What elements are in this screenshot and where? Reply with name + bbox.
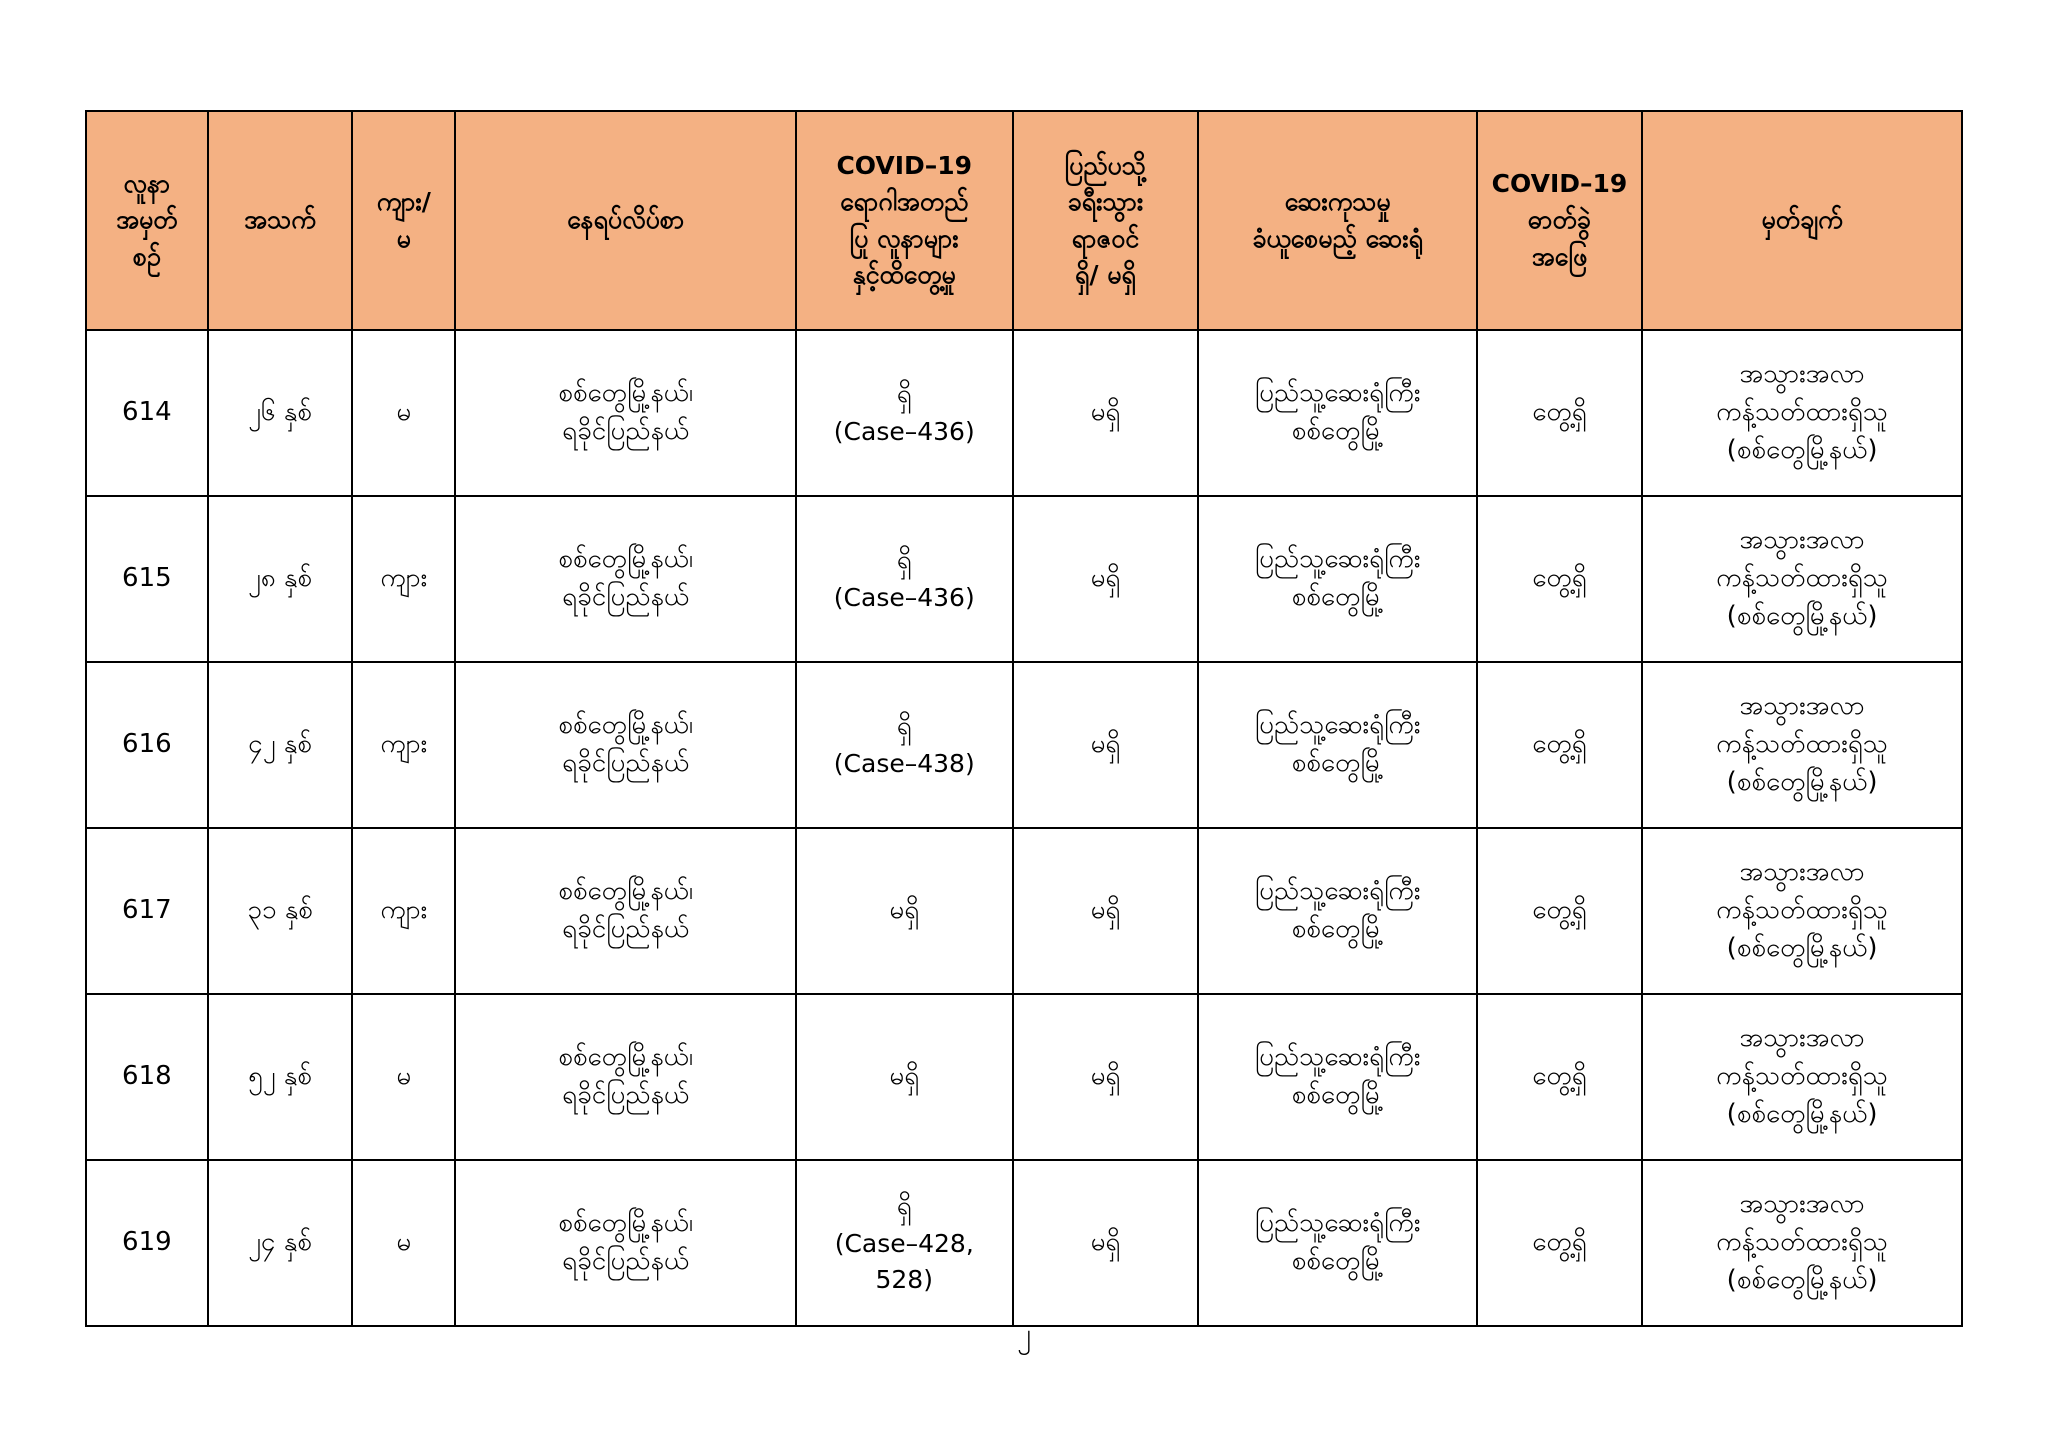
cell-hospital-lines [1205, 707, 1470, 782]
cell-travel-history-lines [1020, 394, 1192, 432]
cell-lab-result-lines [1484, 560, 1635, 598]
cell-address [455, 496, 796, 662]
cell-contact-lines [803, 542, 1006, 616]
cell-contact [796, 330, 1013, 496]
table-row [86, 994, 1962, 1160]
covid-patient-table [85, 110, 1963, 1327]
table-row [86, 662, 1962, 828]
column-header-lab-result [1477, 111, 1642, 330]
cell-lab-result-line: တွေ့ရှိ [1532, 895, 1587, 926]
cell-remark [1642, 330, 1962, 496]
table-row [86, 828, 1962, 994]
table-body [86, 330, 1962, 1326]
cell-remark-lines [1649, 854, 1955, 967]
cell-travel-history [1013, 994, 1199, 1160]
cell-lab-result-line: တွေ့ရှိ [1532, 397, 1587, 428]
cell-remark-lines [1649, 688, 1955, 801]
cell-hospital-lines [1205, 873, 1470, 948]
cell-patient-number: 615 [86, 496, 208, 662]
cell-hospital-lines [1205, 375, 1470, 450]
cell-hospital-line: ပြည်သူ့ဆေးရုံကြီး [1254, 876, 1421, 907]
page-number: ၂ [1017, 1317, 1031, 1350]
table-row [86, 330, 1962, 496]
cell-address-line: စစ်တွေမြို့နယ်၊ [558, 876, 694, 907]
header-lines-hospital [1205, 184, 1470, 257]
cell-sex: ကျား [352, 662, 455, 828]
cell-remark-line: အသွားအလာ [1739, 1023, 1865, 1054]
cell-contact-line: (Case–436) [833, 416, 975, 446]
column-header-patient-number [86, 111, 208, 330]
cell-contact-lines [803, 892, 1006, 930]
cell-remark [1642, 662, 1962, 828]
header-lines-hospital-line: ခံယူစေမည့် ဆေးရုံ [1252, 223, 1423, 253]
cell-contact [796, 1160, 1013, 1326]
cell-lab-result [1477, 1160, 1642, 1326]
cell-address-line: ရခိုင်ပြည်နယ် [562, 416, 690, 446]
cell-sex: မ [352, 1160, 455, 1326]
cell-hospital-line: စစ်တွေမြို့ [1291, 914, 1384, 944]
header-lines-contact-line: COVID–19 [836, 151, 973, 180]
cell-remark-lines [1649, 1020, 1955, 1133]
cell-hospital-line: စစ်တွေမြို့ [1291, 582, 1384, 612]
header-lines-no-line: လူနာ [123, 169, 171, 199]
cell-lab-result [1477, 662, 1642, 828]
cell-address-line: စစ်တွေမြို့နယ်၊ [558, 1042, 694, 1073]
cell-lab-result-lines [1484, 394, 1635, 432]
cell-address-lines [462, 375, 789, 450]
header-lines-address-line: နေရပ်လိပ်စာ [567, 205, 685, 235]
table-row [86, 1160, 1962, 1326]
cell-remark-line: ကန့်သတ်ထားရှိသူ [1716, 397, 1888, 428]
cell-travel-history-lines [1020, 560, 1192, 598]
cell-remark-line: (စစ်တွေမြို့နယ်) [1726, 1098, 1878, 1129]
cell-address-lines [462, 541, 789, 616]
cell-address-lines [462, 1039, 789, 1114]
cell-hospital [1198, 330, 1477, 496]
cell-age: ၅၂ နှစ် [208, 994, 352, 1160]
cell-hospital-line: စစ်တွေမြို့ [1291, 1246, 1384, 1276]
header-lines-travel-line: ခရီးသွား [1067, 187, 1144, 217]
cell-patient-number: 617 [86, 828, 208, 994]
cell-address-line: ရခိုင်ပြည်နယ် [562, 1080, 690, 1110]
cell-contact-line: ရှိ [896, 711, 912, 742]
cell-contact-lines [803, 1188, 1006, 1298]
cell-age: ၂၆ နှစ် [208, 330, 352, 496]
cell-remark-line: အသွားအလာ [1739, 857, 1865, 888]
cell-contact-lines [803, 708, 1006, 782]
header-lines-no-line: အမှတ် [116, 205, 178, 235]
cell-address-lines [462, 707, 789, 782]
cell-contact-line: 528) [875, 1264, 933, 1294]
header-lines-result-line: ဓာတ်ခွဲ [1528, 205, 1591, 235]
cell-travel-history-line: မရှိ [1090, 1227, 1121, 1258]
cell-hospital-line: စစ်တွေမြို့ [1291, 416, 1384, 446]
header-lines-sex [359, 184, 448, 257]
cell-remark [1642, 1160, 1962, 1326]
cell-lab-result-line: တွေ့ရှိ [1532, 1227, 1587, 1258]
header-lines-no [93, 166, 201, 275]
cell-address [455, 994, 796, 1160]
cell-travel-history-line: မရှိ [1090, 729, 1121, 760]
cell-remark-line: အသွားအလာ [1739, 691, 1865, 722]
cell-contact-line: (Case–428, [834, 1228, 974, 1258]
header-lines-remark [1649, 202, 1955, 238]
cell-contact-lines [803, 376, 1006, 450]
cell-age: ၄၂ နှစ် [208, 662, 352, 828]
cell-age: ၂၄ နှစ် [208, 1160, 352, 1326]
cell-contact-line: ရှိ [896, 1190, 912, 1221]
cell-sex: ကျား [352, 496, 455, 662]
cell-remark-line: ကန့်သတ်ထားရှိသူ [1716, 563, 1888, 594]
cell-address-line: စစ်တွေမြို့နယ်၊ [558, 544, 694, 575]
cell-travel-history [1013, 1160, 1199, 1326]
cell-hospital-line: ပြည်သူ့ဆေးရုံကြီး [1254, 710, 1421, 741]
column-header-travel-history [1013, 111, 1199, 330]
cell-hospital-lines [1205, 1039, 1470, 1114]
cell-contact [796, 828, 1013, 994]
header-lines-no-line: စဉ် [132, 241, 161, 271]
table-header-row [86, 111, 1962, 330]
header-lines-contact [803, 148, 1006, 293]
cell-lab-result [1477, 994, 1642, 1160]
cell-remark-line: အသွားအလာ [1739, 1189, 1865, 1220]
cell-lab-result-lines [1484, 1224, 1635, 1262]
cell-remark-lines [1649, 522, 1955, 635]
cell-travel-history-lines [1020, 726, 1192, 764]
cell-travel-history-line: မရှိ [1090, 895, 1121, 926]
cell-patient-number: 618 [86, 994, 208, 1160]
cell-remark-lines [1649, 356, 1955, 469]
column-header-remark [1642, 111, 1962, 330]
cell-hospital-lines [1205, 541, 1470, 616]
cell-lab-result-line: တွေ့ရှိ [1532, 563, 1587, 594]
column-header-age [208, 111, 352, 330]
cell-address-lines [462, 1205, 789, 1280]
column-header-sex [352, 111, 455, 330]
cell-age: ၂၈ နှစ် [208, 496, 352, 662]
header-lines-travel-line: ရှိ/ မရှိ [1075, 259, 1136, 289]
column-header-address [455, 111, 796, 330]
table-row [86, 496, 1962, 662]
cell-address-line: ရခိုင်ပြည်နယ် [562, 1246, 690, 1276]
cell-travel-history-line: မရှိ [1090, 397, 1121, 428]
header-lines-travel [1020, 148, 1192, 293]
header-lines-contact-line: နှင့်ထိတွေ့မှု [852, 259, 956, 289]
cell-hospital [1198, 828, 1477, 994]
column-header-contact [796, 111, 1013, 330]
cell-travel-history [1013, 828, 1199, 994]
cell-remark-line: (စစ်တွေမြို့နယ်) [1726, 434, 1878, 465]
cell-lab-result [1477, 828, 1642, 994]
cell-contact-lines [803, 1058, 1006, 1096]
header-lines-travel-line: ပြည်ပသို့ [1064, 151, 1146, 180]
cell-patient-number: 616 [86, 662, 208, 828]
header-lines-travel-line: ရာဇဝင် [1071, 223, 1140, 253]
cell-hospital-line: ပြည်သူ့ဆေးရုံကြီး [1254, 544, 1421, 575]
table-header [86, 111, 1962, 330]
cell-lab-result-lines [1484, 892, 1635, 930]
cell-contact [796, 662, 1013, 828]
cell-remark [1642, 994, 1962, 1160]
cell-contact-line: မရှိ [889, 895, 920, 926]
cell-contact-line: မရှိ [889, 1061, 920, 1092]
cell-lab-result [1477, 330, 1642, 496]
cell-remark-line: ကန့်သတ်ထားရှိသူ [1716, 1227, 1888, 1258]
header-lines-sex-line: မ [396, 223, 411, 253]
cell-hospital-line: စစ်တွေမြို့ [1291, 748, 1384, 778]
cell-hospital-line: ပြည်သူ့ဆေးရုံကြီး [1254, 1042, 1421, 1073]
cell-travel-history [1013, 496, 1199, 662]
cell-remark-line: ကန့်သတ်ထားရှိသူ [1716, 895, 1888, 926]
cell-address-line: ရခိုင်ပြည်နယ် [562, 914, 690, 944]
cell-patient-number: 614 [86, 330, 208, 496]
cell-address [455, 662, 796, 828]
column-header-hospital [1198, 111, 1477, 330]
cell-contact-line: ရှိ [896, 379, 912, 410]
cell-hospital [1198, 662, 1477, 828]
header-lines-age [215, 202, 345, 238]
cell-hospital [1198, 1160, 1477, 1326]
cell-address [455, 828, 796, 994]
cell-address-line: စစ်တွေမြို့နယ်၊ [558, 378, 694, 409]
cell-hospital [1198, 496, 1477, 662]
cell-address-line: ရခိုင်ပြည်နယ် [562, 582, 690, 612]
header-lines-result-line: COVID–19 [1491, 169, 1628, 199]
cell-travel-history-line: မရှိ [1090, 563, 1121, 594]
header-lines-sex-line: ကျား/ [376, 187, 431, 217]
cell-lab-result-line: တွေ့ရှိ [1532, 1061, 1587, 1092]
cell-contact [796, 496, 1013, 662]
cell-contact [796, 994, 1013, 1160]
header-lines-result-line: အဖြေ [1531, 241, 1588, 271]
cell-remark [1642, 496, 1962, 662]
cell-sex: မ [352, 330, 455, 496]
cell-travel-history-lines [1020, 1224, 1192, 1262]
cell-sex: ကျား [352, 828, 455, 994]
cell-lab-result-lines [1484, 1058, 1635, 1096]
cell-address-line: ရခိုင်ပြည်နယ် [562, 748, 690, 778]
cell-address [455, 330, 796, 496]
cell-remark-lines [1649, 1186, 1955, 1299]
cell-lab-result-line: တွေ့ရှိ [1532, 729, 1587, 760]
cell-address-line: စစ်တွေမြို့နယ်၊ [558, 710, 694, 741]
cell-remark-line: ကန့်သတ်ထားရှိသူ [1716, 729, 1888, 760]
cell-remark-line: (စစ်တွေမြို့နယ်) [1726, 766, 1878, 797]
cell-address-lines [462, 873, 789, 948]
cell-travel-history [1013, 330, 1199, 496]
cell-travel-history-line: မရှိ [1090, 1061, 1121, 1092]
cell-remark-line: အသွားအလာ [1739, 359, 1865, 390]
header-lines-contact-line: ပြု လူနာများ [849, 223, 959, 253]
cell-contact-line: (Case–436) [833, 582, 975, 612]
cell-contact-line: (Case–438) [833, 748, 975, 778]
cell-remark-line: (စစ်တွေမြို့နယ်) [1726, 1264, 1878, 1295]
cell-travel-history-lines [1020, 892, 1192, 930]
cell-remark-line: (စစ်တွေမြို့နယ်) [1726, 932, 1878, 963]
cell-hospital-line: စစ်တွေမြို့ [1291, 1080, 1384, 1110]
cell-travel-history-lines [1020, 1058, 1192, 1096]
header-lines-address [462, 202, 789, 238]
cell-hospital-lines [1205, 1205, 1470, 1280]
cell-address-line: စစ်တွေမြို့နယ်၊ [558, 1208, 694, 1239]
cell-age: ၃၁ နှစ် [208, 828, 352, 994]
header-lines-age-line: အသက် [244, 205, 316, 235]
cell-remark-line: အသွားအလာ [1739, 525, 1865, 556]
header-lines-hospital-line: ဆေးကုသမှု [1284, 187, 1391, 217]
cell-travel-history [1013, 662, 1199, 828]
header-lines-remark-line: မှတ်ချက် [1761, 205, 1843, 235]
cell-patient-number: 619 [86, 1160, 208, 1326]
cell-hospital-line: ပြည်သူ့ဆေးရုံကြီး [1254, 378, 1421, 409]
header-lines-contact-line: ရောဂါအတည် [840, 187, 969, 217]
header-lines-result [1484, 166, 1635, 275]
cell-hospital-line: ပြည်သူ့ဆေးရုံကြီး [1254, 1208, 1421, 1239]
cell-remark [1642, 828, 1962, 994]
cell-remark-line: (စစ်တွေမြို့နယ်) [1726, 600, 1878, 631]
cell-lab-result [1477, 496, 1642, 662]
cell-address [455, 1160, 796, 1326]
cell-sex: မ [352, 994, 455, 1160]
cell-hospital [1198, 994, 1477, 1160]
cell-lab-result-lines [1484, 726, 1635, 764]
cell-contact-line: ရှိ [896, 545, 912, 576]
cell-remark-line: ကန့်သတ်ထားရှိသူ [1716, 1061, 1888, 1092]
